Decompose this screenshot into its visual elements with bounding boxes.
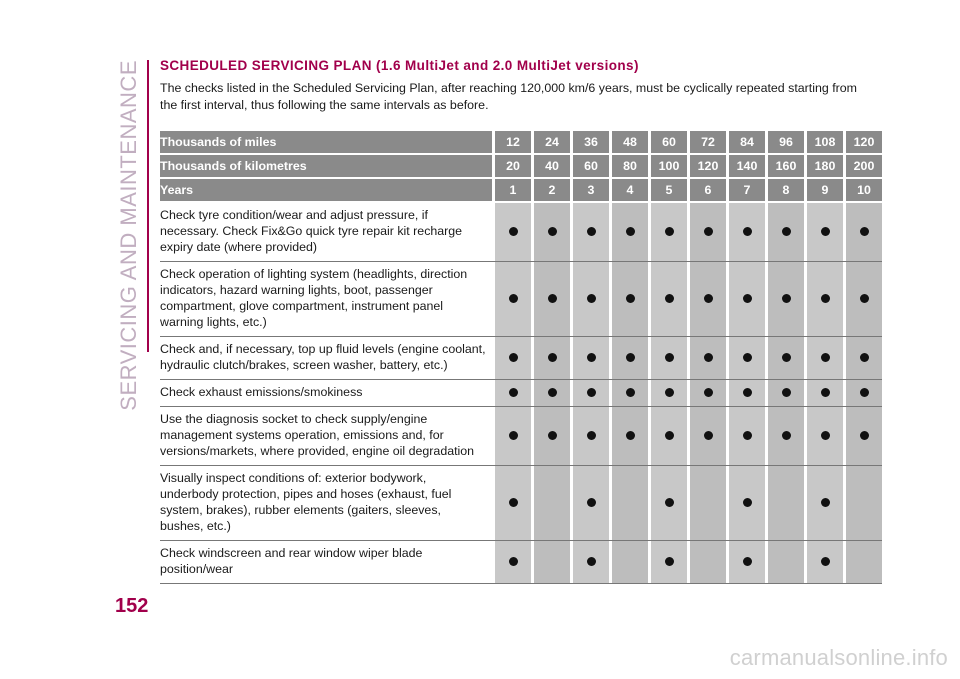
required-dot-icon [665, 294, 674, 303]
schedule-cell [495, 337, 531, 380]
schedule-cell [807, 262, 843, 337]
schedule-cell [573, 202, 609, 262]
schedule-cell [612, 407, 648, 466]
check-row [160, 466, 882, 541]
required-dot-icon [821, 294, 830, 303]
schedule-cell [534, 262, 570, 337]
required-dot-icon [548, 227, 557, 236]
header-row [160, 178, 882, 202]
section-tab [113, 60, 145, 411]
required-dot-icon [782, 431, 791, 440]
schedule-cell [846, 262, 882, 337]
check-row [160, 541, 882, 584]
schedule-cell [612, 466, 648, 541]
check-description: Check windscreen and rear window wiper blade position/wear [160, 541, 492, 584]
interval-value: 120 [846, 131, 882, 154]
required-dot-icon [782, 227, 791, 236]
schedule-cell [534, 466, 570, 541]
schedule-cell [690, 466, 726, 541]
required-dot-icon [626, 388, 635, 397]
schedule-cell [690, 262, 726, 337]
required-dot-icon [821, 353, 830, 362]
schedule-cell [768, 466, 804, 541]
interval-value: 120 [690, 154, 726, 178]
check-description: Use the diagnosis socket to check supply/engine management systems operation, emissions and, for versions/markets, where provided, engine oil degradation [160, 407, 492, 466]
schedule-cell [768, 337, 804, 380]
schedule-cell [495, 407, 531, 466]
required-dot-icon [704, 353, 713, 362]
schedule-cell [651, 262, 687, 337]
required-dot-icon [587, 353, 596, 362]
section-divider [147, 60, 149, 352]
interval-value: 4 [612, 178, 648, 202]
interval-value: 8 [768, 178, 804, 202]
required-dot-icon [587, 388, 596, 397]
required-dot-icon [665, 388, 674, 397]
interval-value: 108 [807, 131, 843, 154]
header-label: Thousands of miles [160, 131, 492, 154]
schedule-cell [729, 262, 765, 337]
schedule-cell [495, 262, 531, 337]
required-dot-icon [665, 227, 674, 236]
required-dot-icon [860, 294, 869, 303]
header-label: Thousands of kilometres [160, 154, 492, 178]
header-label: Years [160, 178, 492, 202]
schedule-cell [846, 202, 882, 262]
required-dot-icon [548, 431, 557, 440]
schedule-cell [846, 541, 882, 584]
interval-value: 96 [768, 131, 804, 154]
interval-value: 10 [846, 178, 882, 202]
schedule-cell [690, 202, 726, 262]
required-dot-icon [860, 353, 869, 362]
schedule-cell [729, 202, 765, 262]
check-row [160, 380, 882, 407]
schedule-cell [729, 466, 765, 541]
interval-value: 72 [690, 131, 726, 154]
page-heading: SCHEDULED SERVICING PLAN (1.6 MultiJet and 2.0 MultiJet versions) [160, 58, 639, 73]
schedule-cell [807, 466, 843, 541]
schedule-cell [807, 337, 843, 380]
required-dot-icon [821, 557, 830, 566]
schedule-cell [690, 337, 726, 380]
required-dot-icon [626, 431, 635, 440]
required-dot-icon [743, 388, 752, 397]
required-dot-icon [509, 557, 518, 566]
required-dot-icon [548, 388, 557, 397]
schedule-cell [651, 337, 687, 380]
schedule-cell [846, 407, 882, 466]
interval-value: 9 [807, 178, 843, 202]
required-dot-icon [626, 227, 635, 236]
interval-value: 24 [534, 131, 570, 154]
required-dot-icon [821, 498, 830, 507]
required-dot-icon [743, 557, 752, 566]
check-description: Check operation of lighting system (headlights, direction indicators, hazard warning lights, boot, passenger compartment, glove compartment, instrument panel warning lights, etc.) [160, 262, 492, 337]
required-dot-icon [509, 498, 518, 507]
check-row [160, 262, 882, 337]
required-dot-icon [626, 294, 635, 303]
schedule-cell [846, 337, 882, 380]
schedule-cell [690, 380, 726, 407]
schedule-cell [495, 380, 531, 407]
schedule-cell [768, 541, 804, 584]
schedule-cell [729, 380, 765, 407]
header-row [160, 131, 882, 154]
schedule-cell [534, 380, 570, 407]
check-description: Check exhaust emissions/smokiness [160, 380, 492, 407]
schedule-cell [534, 202, 570, 262]
schedule-cell [612, 541, 648, 584]
required-dot-icon [782, 388, 791, 397]
watermark-text: carmanualsonline.info [729, 645, 948, 670]
intro-paragraph: The checks listed in the Scheduled Servicing Plan, after reaching 120,000 km/6 years, must be cyclically repeated starting from the first interval, thus following the same intervals as before. [160, 81, 857, 112]
check-row [160, 337, 882, 380]
required-dot-icon [821, 388, 830, 397]
schedule-cell [807, 380, 843, 407]
header-row [160, 154, 882, 178]
required-dot-icon [743, 227, 752, 236]
required-dot-icon [509, 227, 518, 236]
required-dot-icon [509, 353, 518, 362]
interval-value: 180 [807, 154, 843, 178]
required-dot-icon [860, 388, 869, 397]
interval-value: 20 [495, 154, 531, 178]
schedule-cell [768, 380, 804, 407]
schedule-cell [729, 337, 765, 380]
schedule-cell [690, 407, 726, 466]
required-dot-icon [509, 294, 518, 303]
schedule-cell [651, 202, 687, 262]
required-dot-icon [782, 294, 791, 303]
required-dot-icon [665, 498, 674, 507]
schedule-cell [651, 407, 687, 466]
required-dot-icon [743, 294, 752, 303]
schedule-cell [807, 202, 843, 262]
interval-value: 36 [573, 131, 609, 154]
schedule-cell [612, 262, 648, 337]
required-dot-icon [860, 227, 869, 236]
schedule-cell [573, 466, 609, 541]
interval-value: 3 [573, 178, 609, 202]
interval-value: 48 [612, 131, 648, 154]
schedule-cell [495, 202, 531, 262]
schedule-cell [495, 541, 531, 584]
servicing-plan-table [160, 131, 882, 584]
interval-value: 84 [729, 131, 765, 154]
required-dot-icon [743, 353, 752, 362]
check-description: Visually inspect conditions of: exterior bodywork, underbody protection, pipes and hoses (exhaust, fuel system, brakes), rubber elements (gaiters, sleeves, bushes, etc.) [160, 466, 492, 541]
schedule-cell [690, 541, 726, 584]
check-description: Check and, if necessary, top up fluid levels (engine coolant, hydraulic clutch/brakes, screen washer, battery, etc.) [160, 337, 492, 380]
interval-value: 12 [495, 131, 531, 154]
schedule-cell [495, 466, 531, 541]
check-row [160, 202, 882, 262]
required-dot-icon [704, 388, 713, 397]
required-dot-icon [665, 431, 674, 440]
check-row [160, 407, 882, 466]
check-description: Check tyre condition/wear and adjust pressure, if necessary. Check Fix&Go quick tyre repair kit recharge expiry date (where provided) [160, 202, 492, 262]
interval-value: 6 [690, 178, 726, 202]
schedule-cell [651, 541, 687, 584]
schedule-cell [573, 541, 609, 584]
schedule-cell [612, 202, 648, 262]
required-dot-icon [587, 498, 596, 507]
required-dot-icon [782, 353, 791, 362]
interval-value: 7 [729, 178, 765, 202]
interval-value: 60 [651, 131, 687, 154]
schedule-cell [651, 380, 687, 407]
schedule-cell [534, 337, 570, 380]
schedule-cell [573, 337, 609, 380]
interval-value: 100 [651, 154, 687, 178]
required-dot-icon [626, 353, 635, 362]
page-number: 152 [115, 595, 149, 617]
schedule-cell [651, 466, 687, 541]
interval-value: 60 [573, 154, 609, 178]
required-dot-icon [548, 294, 557, 303]
interval-value: 2 [534, 178, 570, 202]
schedule-cell [768, 407, 804, 466]
servicing-table [160, 131, 875, 584]
schedule-cell [573, 380, 609, 407]
required-dot-icon [704, 227, 713, 236]
schedule-cell [729, 541, 765, 584]
interval-value: 140 [729, 154, 765, 178]
required-dot-icon [860, 431, 869, 440]
required-dot-icon [587, 227, 596, 236]
schedule-cell [573, 262, 609, 337]
schedule-cell [534, 541, 570, 584]
schedule-cell [846, 380, 882, 407]
section-tab-label: SERVICING AND MAINTENANCE [116, 60, 141, 411]
required-dot-icon [704, 294, 713, 303]
interval-value: 5 [651, 178, 687, 202]
required-dot-icon [665, 557, 674, 566]
schedule-cell [807, 541, 843, 584]
interval-value: 80 [612, 154, 648, 178]
required-dot-icon [587, 557, 596, 566]
schedule-cell [768, 202, 804, 262]
interval-value: 1 [495, 178, 531, 202]
required-dot-icon [821, 227, 830, 236]
interval-value: 40 [534, 154, 570, 178]
interval-value: 160 [768, 154, 804, 178]
required-dot-icon [548, 353, 557, 362]
schedule-cell [768, 262, 804, 337]
schedule-cell [573, 407, 609, 466]
required-dot-icon [665, 353, 674, 362]
schedule-cell [612, 337, 648, 380]
schedule-cell [534, 407, 570, 466]
required-dot-icon [509, 388, 518, 397]
schedule-cell [612, 380, 648, 407]
required-dot-icon [743, 431, 752, 440]
required-dot-icon [743, 498, 752, 507]
required-dot-icon [587, 431, 596, 440]
required-dot-icon [509, 431, 518, 440]
required-dot-icon [821, 431, 830, 440]
schedule-cell [807, 407, 843, 466]
schedule-cell [729, 407, 765, 466]
schedule-cell [846, 466, 882, 541]
required-dot-icon [704, 431, 713, 440]
interval-value: 200 [846, 154, 882, 178]
required-dot-icon [587, 294, 596, 303]
